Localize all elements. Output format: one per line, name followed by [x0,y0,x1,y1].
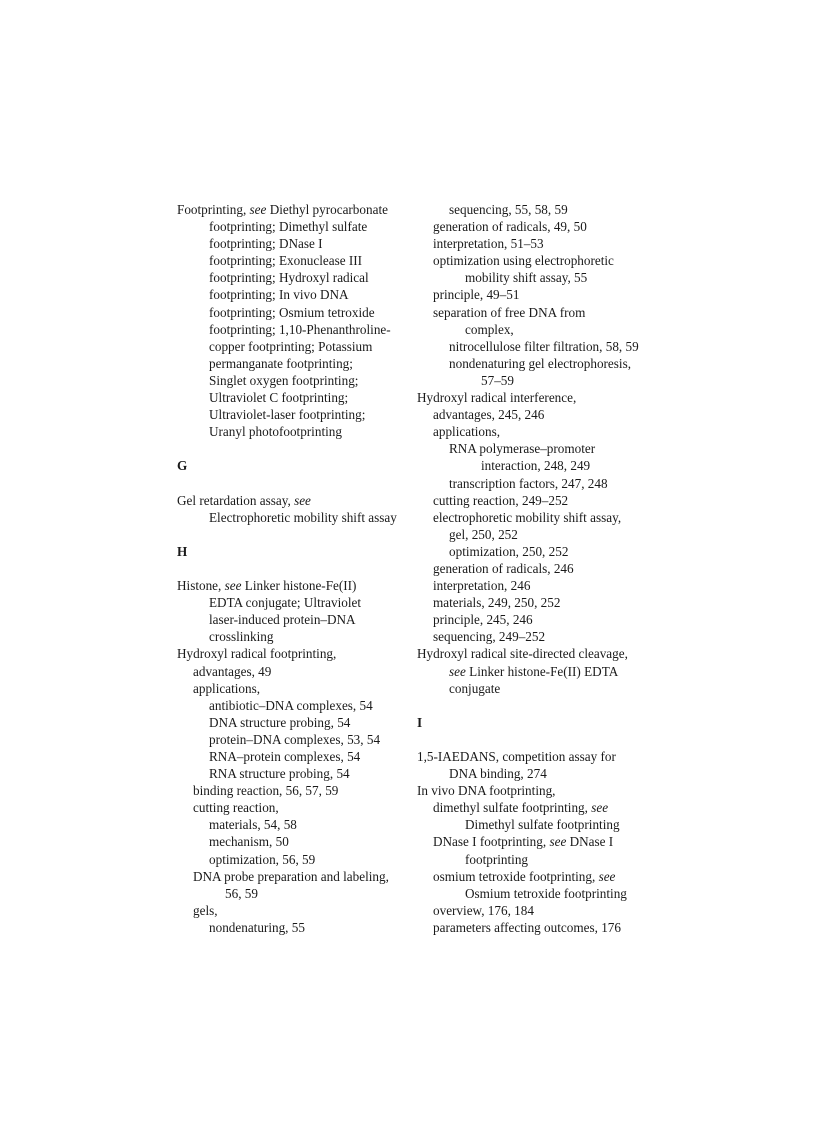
entry-text: electrophoretic mobility shift assay, [433,509,622,525]
index-subentry [417,868,652,885]
entry-text: footprinting; 1,10-Phenanthroline- [209,321,391,337]
entry-text: crosslinking [209,629,274,645]
index-main-entry [417,782,652,799]
index-subentry [417,902,652,919]
see-reference: see [249,202,267,217]
index-subentry [177,714,407,731]
entry-text: dimethyl sulfate footprinting, [433,800,592,816]
entry-text: permanganate footprinting; [209,355,353,371]
index-subentry [417,286,652,303]
index-subentry [417,423,652,440]
index-main-entry [177,201,407,218]
section-letter-heading: H [177,543,188,559]
index-subentry [417,235,652,252]
entry-text: sequencing, 55, 58, 59 [449,202,568,217]
entry-text: laser-induced protein–DNA [209,612,356,628]
entry-text: RNA polymerase–promoter [449,441,596,457]
index-subentry [417,372,652,389]
entry-text: 56, 59 [225,885,258,901]
entry-text: footprinting [465,851,529,867]
entry-text: EDTA conjugate; Ultraviolet [209,595,362,611]
index-column-right [417,201,652,936]
entry-text: Diethyl pyrocarbonate [266,202,388,217]
index-subentry [417,338,652,355]
index-subentry [417,440,652,457]
entry-text: cutting reaction, 249–252 [433,492,569,508]
entry-text: parameters affecting outcomes, 176 [433,919,621,935]
index-subentry [417,919,652,936]
index-subentry [177,902,407,919]
index-subentry [177,663,407,680]
index-subentry [177,816,407,833]
index-column-left [177,201,407,936]
entry-text: cutting reaction, [193,800,279,816]
section-gap [177,440,407,457]
section-gap [417,731,652,748]
index-subentry [177,919,407,936]
entry-text: Hydroxyl radical interference, [417,390,577,406]
entry-text: applications, [433,424,501,440]
entry-text: RNA–protein complexes, 54 [209,749,361,764]
index-subentry [177,799,407,816]
entry-text: 1,5-IAEDANS, competition assay for [417,749,616,764]
entry-text: footprinting; In vivo DNA [209,287,349,303]
index-subentry [417,492,652,509]
index-subentry [177,680,407,697]
index-subentry [177,321,407,338]
index-subentry [177,218,407,235]
entry-text: applications, [193,680,261,696]
entry-text: Hydroxyl radical site-directed cleavage, [417,646,628,662]
index-subentry [417,475,652,492]
entry-text: footprinting; Osmium tetroxide [209,304,375,320]
entry-text: DNase I [566,834,614,850]
entry-text: binding reaction, 56, 57, 59 [193,783,339,799]
index-main-entry [177,577,407,594]
index-subentry [417,594,652,611]
entry-text: mechanism, 50 [209,834,289,850]
index-subentry [177,782,407,799]
index-subentry [417,833,652,850]
entry-text: generation of radicals, 49, 50 [433,219,587,235]
entry-text: advantages, 49 [193,663,272,679]
index-subentry [177,851,407,868]
entry-text: sequencing, 249–252 [433,629,546,645]
entry-text: Hydroxyl radical footprinting, [177,646,337,662]
entry-text: generation of radicals, 246 [433,560,574,576]
entry-text: nondenaturing, 55 [209,919,305,935]
entry-text: transcription factors, 247, 248 [449,475,608,491]
index-subentry [177,697,407,714]
see-reference: see [224,578,242,594]
entry-text: materials, 249, 250, 252 [433,595,561,611]
entry-text: DNA binding, 274 [449,766,547,782]
section-gap [177,560,407,577]
index-subentry [177,628,407,645]
entry-text: nondenaturing gel electrophoresis, [449,355,632,371]
index-subentry [177,372,407,389]
index-subentry [177,748,407,765]
index-subentry [177,611,407,628]
index-main-entry [177,645,407,662]
entry-text: optimization, 56, 59 [209,851,316,867]
entry-text: principle, 245, 246 [433,612,533,628]
index-subentry [177,389,407,406]
section-gap [417,697,652,714]
entry-text: DNA structure probing, 54 [209,714,351,730]
entry-text: Linker histone-Fe(II) [241,578,357,594]
entry-text: Ultraviolet-laser footprinting; [209,407,366,423]
index-subentry [417,663,652,680]
index-subentry [417,457,652,474]
entry-text: advantages, 245, 246 [433,407,545,423]
entry-text: interpretation, 246 [433,578,531,594]
entry-text: mobility shift assay, 55 [465,270,588,286]
index-subentry [417,201,652,218]
index-subentry [417,680,652,697]
index-subentry [177,509,407,526]
index-subentry [417,885,652,902]
index-subentry [177,594,407,611]
index-subentry [177,355,407,372]
index-subentry [177,765,407,782]
index-subentry [417,560,652,577]
entry-text: gels, [193,902,218,918]
section-letter-heading: I [417,714,423,730]
index-subentry [417,269,652,286]
entry-text: antibiotic–DNA complexes, 54 [209,697,373,713]
entry-text: separation of free DNA from [433,304,586,320]
index-subentry [177,833,407,850]
index-subentry [177,235,407,252]
entry-text: optimization, 250, 252 [449,543,569,559]
entry-text: materials, 54, 58 [209,817,297,833]
entry-text: Uranyl photofootprinting [209,424,342,440]
index-subentry [177,304,407,321]
section-gap [177,475,407,492]
index-subentry [417,252,652,269]
entry-text: footprinting; Hydroxyl radical [209,270,369,286]
entry-text: Footprinting, [177,202,250,217]
index-subentry [177,269,407,286]
index-subentry [177,423,407,440]
index-main-entry [177,492,407,509]
entry-text: Osmium tetroxide footprinting [465,885,627,901]
index-subentry [177,338,407,355]
index-subentry [177,252,407,269]
index-subentry [417,304,652,321]
index-subentry [417,765,652,782]
see-reference: see [549,834,567,850]
entry-text: footprinting; Exonuclease III [209,253,363,269]
index-subentry [417,851,652,868]
section-letter-heading: G [177,458,188,474]
index-subentry [417,526,652,543]
entry-text: Linker histone-Fe(II) EDTA [465,663,619,679]
entry-text: Electrophoretic mobility shift assay [209,509,397,525]
entry-text: DNA probe preparation and labeling, [193,868,389,884]
entry-text: copper footprinting; Potassium [209,338,373,354]
see-reference: see [449,663,466,679]
see-reference: see [598,868,616,884]
index-subentry [417,406,652,423]
entry-text: protein–DNA complexes, 53, 54 [209,731,381,747]
entry-text: 57–59 [481,372,514,388]
entry-text: principle, 49–51 [433,287,520,303]
entry-text: footprinting; Dimethyl sulfate [209,219,368,235]
entry-text: osmium tetroxide footprinting, [433,868,599,884]
index-subentry [177,286,407,303]
index-subentry [177,868,407,885]
index-subentry [417,355,652,372]
entry-text: gel, 250, 252 [449,526,518,542]
index-subentry [417,628,652,645]
entry-text: nitrocellulose filter filtration, 58, 59 [449,338,639,354]
index-subentry [177,731,407,748]
entry-text: Gel retardation assay, [177,492,295,508]
index-subentry [417,509,652,526]
entry-text: complex, [465,321,514,337]
index-subentry [417,543,652,560]
index-subentry [417,611,652,628]
index-subentry [417,321,652,338]
see-reference: see [591,800,609,816]
entry-text: Dimethyl sulfate footprinting [465,817,620,833]
entry-text: In vivo DNA footprinting, [417,783,556,799]
see-reference: see [294,492,311,508]
entry-text: overview, 176, 184 [433,902,534,918]
index-main-entry [417,748,652,765]
entry-text: conjugate [449,680,501,696]
entry-text: Histone, [177,578,225,594]
entry-text: footprinting; DNase I [209,236,323,252]
entry-text: DNase I footprinting, [433,834,550,850]
index-main-entry [417,389,652,406]
section-gap [177,526,407,543]
entry-text: interaction, 248, 249 [481,458,591,474]
entry-text: optimization using electrophoretic [433,253,614,269]
index-subentry [417,799,652,816]
entry-text: Singlet oxygen footprinting; [209,372,359,388]
index-subentry [177,885,407,902]
entry-text: Ultraviolet C footprinting; [209,390,349,406]
index-subentry [417,816,652,833]
index-subentry [417,218,652,235]
entry-text: interpretation, 51–53 [433,236,544,252]
index-subentry [417,577,652,594]
index-main-entry [417,645,652,662]
index-subentry [177,406,407,423]
entry-text: RNA structure probing, 54 [209,766,350,782]
